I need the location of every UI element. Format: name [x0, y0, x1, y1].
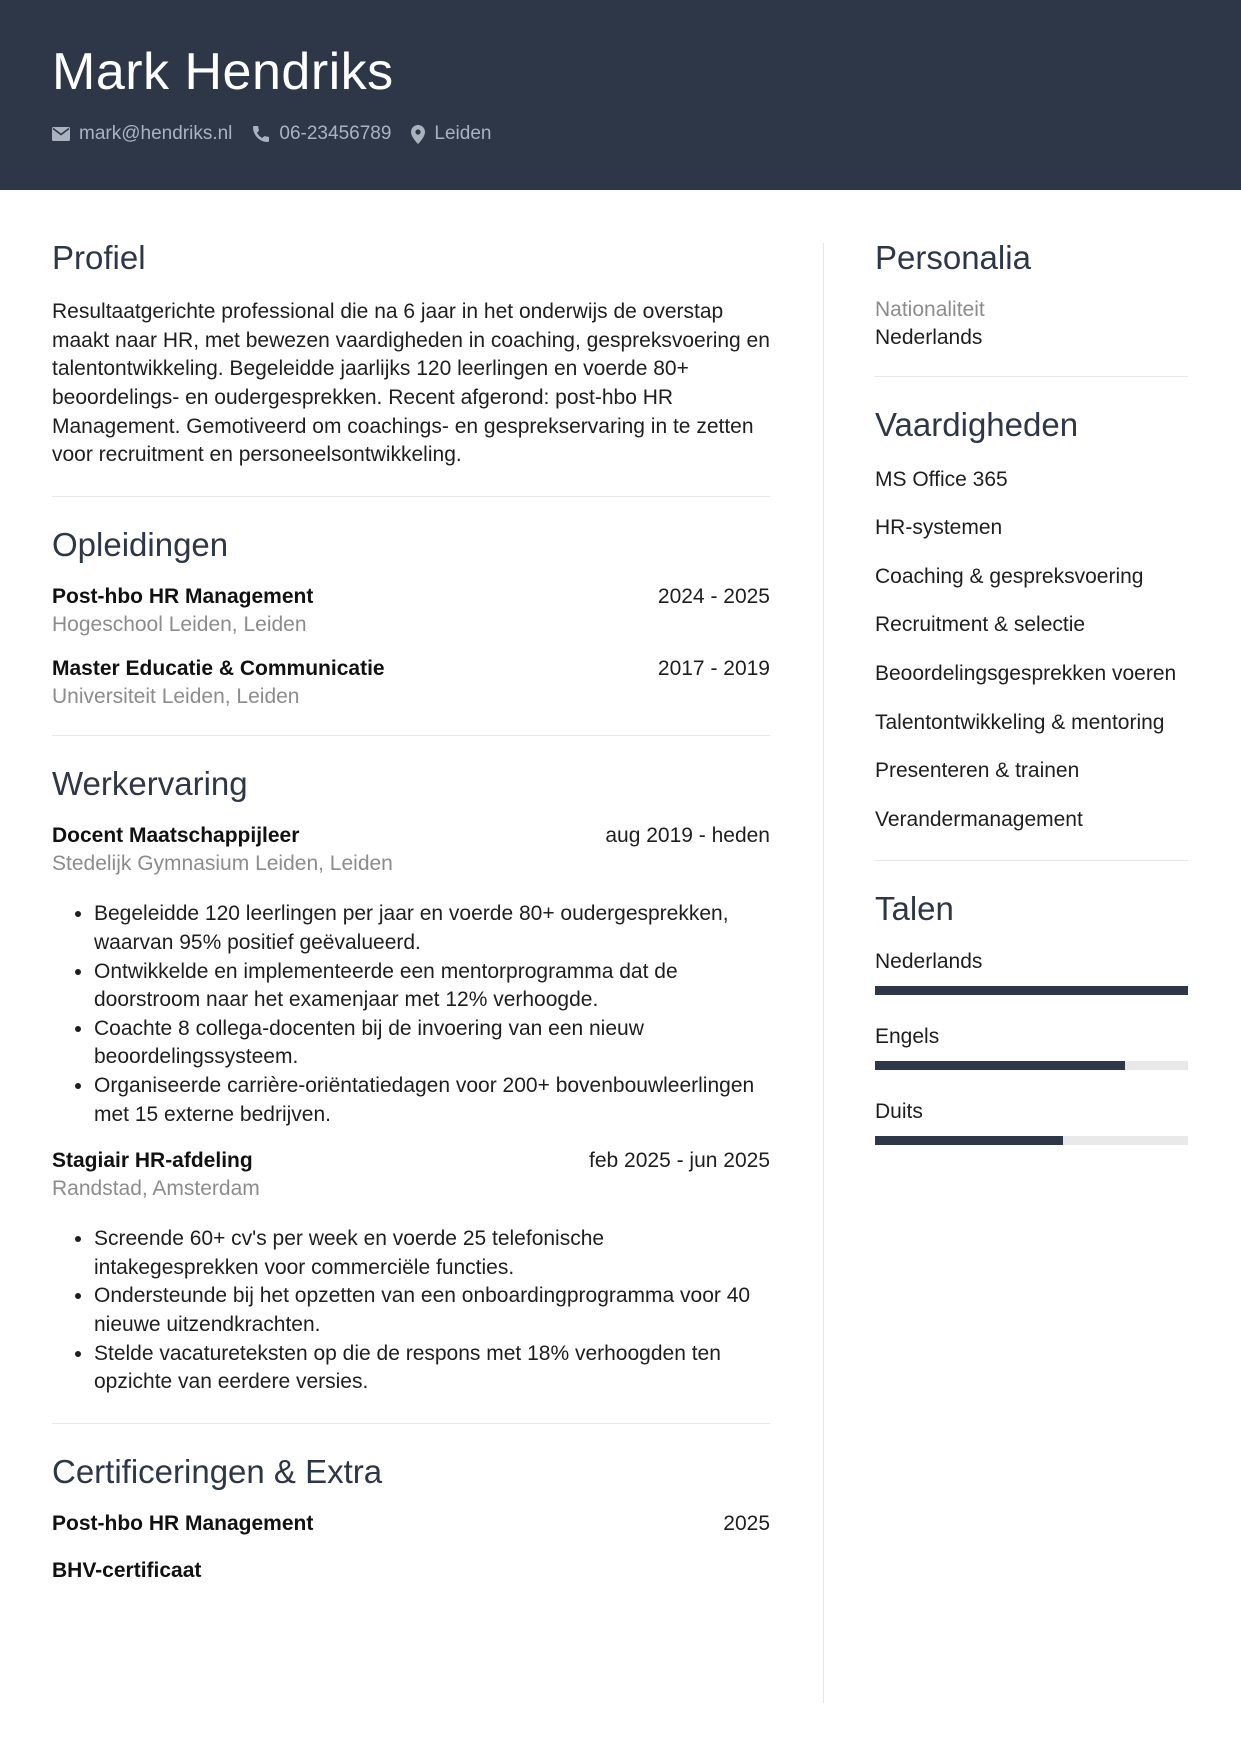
phone-icon — [252, 125, 270, 143]
certification-date: 2025 — [723, 1512, 770, 1536]
skill-item: Presenteren & trainen — [875, 759, 1080, 783]
education-date: 2024 - 2025 — [657, 585, 770, 609]
job-company: Randstad, Amsterdam — [52, 1177, 260, 1201]
personalia-section — [875, 240, 1188, 350]
personalia-title: Personalia — [875, 239, 1031, 276]
skill-item: Talentontwikkeling & mentoring — [875, 710, 1165, 734]
languages-section — [875, 891, 1188, 1144]
language-level-bar — [875, 1136, 1188, 1145]
certification-title: BHV-certificaat — [52, 1559, 202, 1583]
contact-bar — [52, 123, 511, 145]
skill-item: HR-systemen — [875, 516, 1003, 540]
skills-title: Vaardigheden — [875, 406, 1079, 444]
education-institution: Hogeschool Leiden, Leiden — [52, 613, 307, 637]
bullet-item: • Begeleidde 120 leerlingen per jaar en voerde 80+ oudergesprekken, waarvan 95% positief geëvalueerd. — [94, 900, 770, 957]
job-bullets — [52, 1225, 770, 1397]
certification-title: Post-hbo HR Management — [52, 1512, 314, 1536]
education-title: Opleidingen — [52, 525, 229, 563]
bullet-item: • Coachte 8 collega-docenten bij de invoering van een nieuw beoordelingssysteem. — [94, 1015, 770, 1072]
contact-phone[interactable] — [252, 123, 391, 145]
location-text: Leiden — [434, 123, 492, 144]
nationality-value: Nederlands — [875, 326, 983, 350]
education-degree: Post-hbo HR Management — [52, 585, 314, 609]
candidate-name: Mark Hendriks — [52, 43, 394, 101]
skill-item: MS Office 365 — [875, 467, 1008, 491]
skill-item: Beoordelingsgesprekken voeren — [875, 661, 1177, 685]
section-divider — [875, 860, 1188, 861]
job-date: feb 2025 - jun 2025 — [589, 1149, 770, 1173]
job-company: Stedelijk Gymnasium Leiden, Leiden — [52, 852, 393, 876]
skill-item: Verandermanagement — [875, 807, 1083, 831]
email-text: mark@hendriks.nl — [79, 123, 233, 144]
education-item — [52, 585, 770, 637]
bullet-item: • Ondersteunde bij het opzetten van een onboardingprogramma voor 40 nieuwe uitzendkrachten. — [94, 1282, 770, 1339]
profile-title: Profiel — [52, 239, 146, 276]
contact-email[interactable] — [52, 123, 232, 145]
education-date: 2017 - 2019 — [657, 657, 770, 681]
language-level-fill — [875, 1136, 1063, 1145]
main-column — [52, 240, 770, 1606]
bullet-item: • Organiseerde carrière-oriëntatiedagen voor 200+ bovenbouwleerlingen met 15 externe bedrijven. — [94, 1072, 770, 1129]
sidebar-column — [875, 240, 1188, 1175]
language-item — [875, 950, 1188, 995]
certification-item — [52, 1512, 770, 1536]
skill-item: Coaching & gespreksvoering — [875, 564, 1144, 588]
language-name: Duits — [875, 1099, 923, 1123]
section-divider — [52, 496, 770, 497]
bullet-item: • Ontwikkelde en implementeerde een mentorprogramma dat de doorstroom naar het examenjaar met 12% verhoogde. — [94, 958, 770, 1015]
experience-section — [52, 766, 770, 1397]
map-pin-icon — [411, 125, 425, 144]
profile-section — [52, 240, 770, 470]
skills-section — [875, 407, 1188, 834]
experience-item — [52, 824, 770, 1129]
education-item — [52, 657, 770, 709]
section-divider — [875, 376, 1188, 377]
language-item — [875, 1100, 1188, 1145]
education-section — [52, 527, 770, 709]
bullet-item: • Stelde vacatureteksten op die de respons met 18% verhoogden ten opzichte van eerdere versies. — [94, 1340, 770, 1397]
language-item — [875, 1025, 1188, 1070]
header — [0, 0, 1241, 190]
section-divider — [52, 735, 770, 736]
certifications-section — [52, 1454, 770, 1583]
skill-item: Recruitment & selectie — [875, 613, 1086, 637]
certifications-title: Certificeringen & Extra — [52, 1452, 383, 1490]
languages-title: Talen — [875, 890, 954, 928]
job-bullets — [52, 900, 770, 1129]
language-name: Engels — [875, 1024, 940, 1048]
nationality-label: Nationaliteit — [875, 298, 985, 322]
language-level-bar — [875, 986, 1188, 995]
profile-text: Resultaatgerichte professional die na 6 jaar in het onderwijs de overstap maakt naar HR, met bewezen vaardigheden in coaching, gespreksvoering en talentontwikkeling. Begeleidde jaarlijks 120 leerlingen en voerde 80+ beoordelings- en oudergesprekken. Recent afgerond: post-hbo HR Management. Gemotiveerd om coachings- en gesprekservaring in te zetten voor recruitment en personeelsontwikkeling. — [52, 300, 770, 467]
language-level-fill — [875, 1061, 1125, 1070]
column-divider — [823, 243, 824, 1703]
bullet-item: • Screende 60+ cv's per week en voerde 25 telefonische intakegesprekken voor commerciële functies. — [94, 1225, 770, 1282]
job-date: aug 2019 - heden — [605, 824, 770, 848]
job-title: Docent Maatschappijleer — [52, 824, 300, 848]
contact-location — [411, 123, 491, 145]
language-level-bar — [875, 1061, 1188, 1070]
phone-text: 06-23456789 — [279, 123, 392, 144]
section-divider — [52, 1423, 770, 1424]
envelope-icon — [52, 127, 70, 141]
certification-item — [52, 1559, 770, 1583]
experience-title: Werkervaring — [52, 765, 248, 803]
education-degree: Master Educatie & Communicatie — [52, 657, 385, 681]
job-title: Stagiair HR-afdeling — [52, 1149, 253, 1173]
language-name: Nederlands — [875, 949, 983, 973]
education-institution: Universiteit Leiden, Leiden — [52, 685, 300, 709]
experience-item — [52, 1149, 770, 1397]
language-level-fill — [875, 986, 1188, 995]
